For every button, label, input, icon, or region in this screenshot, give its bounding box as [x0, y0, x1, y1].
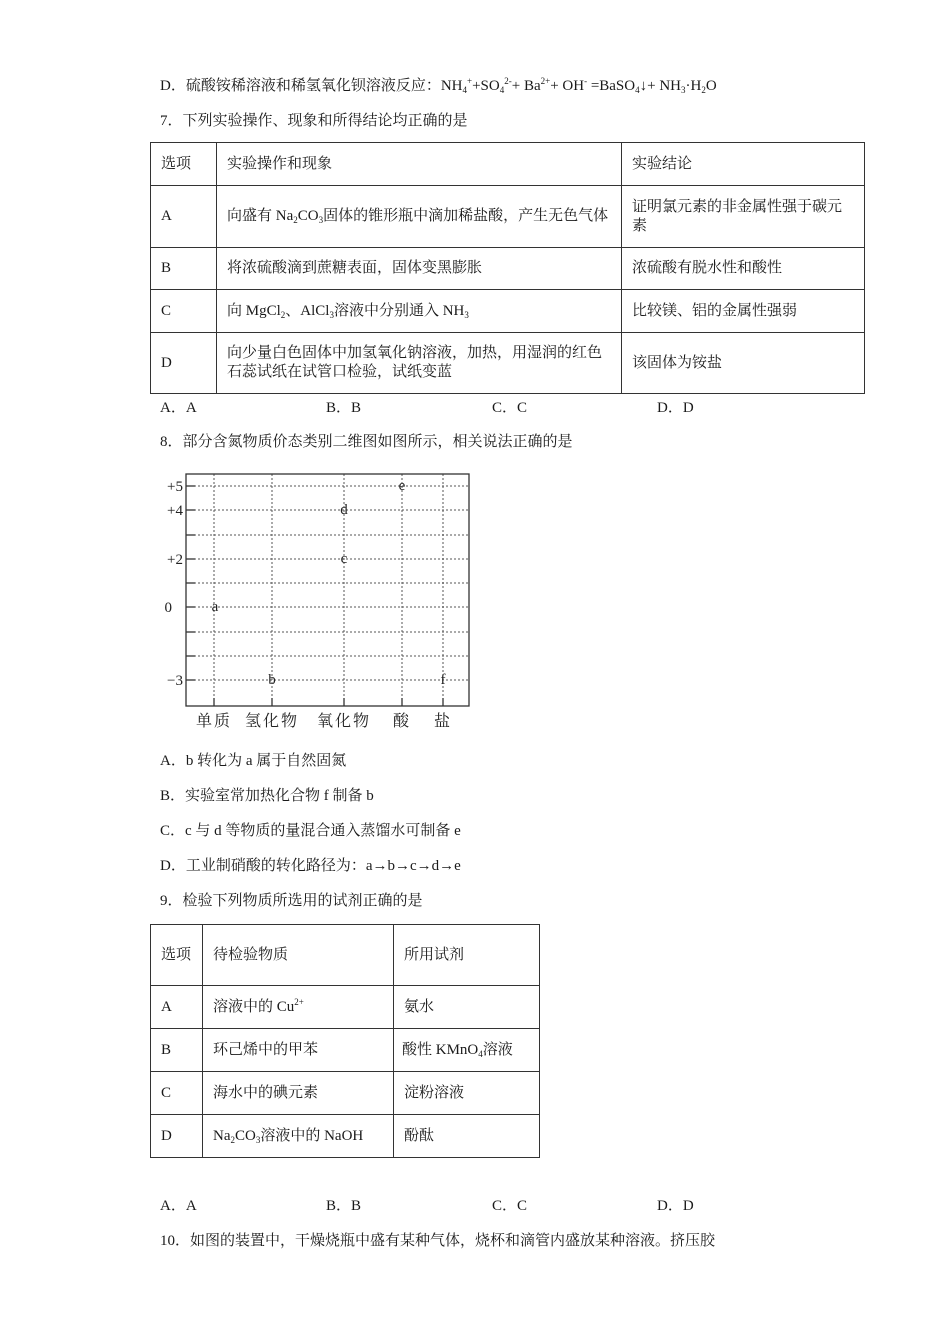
substance-cell: 溶液中的 $Cu^{2+}$: [203, 986, 394, 1029]
table-row: [151, 1115, 540, 1158]
substance-cell: 海水中的碘元素: [203, 1072, 394, 1115]
x-label-hydride: 氢化物: [244, 713, 300, 730]
q9-stem: 9．检验下列物质所选用的试剂正确的是: [160, 893, 423, 909]
option-cell: C: [151, 1072, 203, 1115]
x-ticks: [214, 698, 443, 706]
header-operation: 实验操作和现象: [217, 143, 622, 186]
q6-option-d: [160, 76, 717, 96]
option-cell: C: [151, 290, 217, 333]
option-cell: B: [151, 248, 217, 290]
header-reagent: 所用试剂: [394, 925, 540, 986]
option-cell: B: [151, 1029, 203, 1072]
operation-cell: 将浓硫酸滴到蔗糖表面，固体变黑膨胀: [217, 248, 622, 290]
option-cell: D: [151, 1115, 203, 1158]
conclusion-cell: 该固体为铵盐: [622, 333, 865, 394]
y-label-plus5: +5: [167, 479, 183, 495]
table-row: [151, 986, 540, 1029]
q6-option-d-text: D．硫酸铵稀溶液和稀氢氧化钡溶液反应：: [160, 78, 441, 94]
x-label-acid: 酸: [392, 713, 412, 730]
point-d: d: [340, 502, 348, 518]
y-tick-labels: [165, 479, 184, 689]
point-a: a: [211, 599, 219, 615]
reagent-cell: 酸性 KMnO$_4$溶液: [394, 1029, 540, 1072]
nitrogen-valence-chart: [150, 466, 480, 736]
choice-c[interactable]: C．C: [492, 1198, 528, 1214]
header-substance: 待检验物质: [203, 925, 394, 986]
x-label-element: 单质: [195, 713, 233, 730]
q7-table: [150, 142, 865, 394]
option-cell: A: [151, 986, 203, 1029]
table-row: [151, 186, 865, 248]
table-row: [151, 248, 865, 290]
substance-cell: 环己烯中的甲苯: [203, 1029, 394, 1072]
table-header-row: [151, 143, 865, 186]
y-label-zero: 0: [164, 600, 172, 616]
operation-cell: 向 MgCl$_2$、AlCl$_3$溶液中分别通入 $NH_3$: [217, 290, 622, 333]
choice-a[interactable]: A．A: [160, 1198, 197, 1214]
choice-d[interactable]: D．D: [657, 400, 694, 416]
reagent-cell: 氨水: [394, 986, 540, 1029]
header-option: 选项: [151, 143, 217, 186]
point-c: c: [340, 551, 348, 567]
conclusion-cell: 比较镁、铝的金属性强弱: [622, 290, 865, 333]
substance-cell: $Na_2CO_3$溶液中的 NaOH: [203, 1115, 394, 1158]
choice-b[interactable]: B．B: [326, 1198, 362, 1214]
table-row: [151, 1072, 540, 1115]
y-label-minus3: −3: [167, 673, 183, 689]
chart-frame: [186, 474, 469, 706]
y-ticks: [186, 486, 195, 680]
point-e: e: [398, 478, 406, 494]
q8-option-a[interactable]: A．b 转化为 a 属于自然固氮: [160, 753, 347, 769]
q8-option-d[interactable]: D．工业制硝酸的转化路径为：a→b→c→d→e: [160, 858, 461, 874]
operation-cell: 向少量白色固体中加氢氧化钠溶液，加热，用湿润的红色石蕊试纸在试管口检验，试纸变蓝: [217, 333, 622, 394]
q9-choices: [160, 1196, 860, 1216]
conclusion-cell: 证明氯元素的非金属性强于碳元素: [622, 186, 865, 248]
q6-option-d-equation: $NH_4^++SO_4^{2-}+ Ba^{2+}+ OH^-$ =BaSO$_4$↓+ $NH_3\cdot H_2O$: [440, 76, 717, 95]
x-category-labels: [196, 711, 452, 730]
q10-stem: 10．如图的装置中，干燥烧瓶中盛有某种气体，烧杯和滴管内盛放某种溶液。挤压胶: [160, 1233, 716, 1249]
header-option: 选项: [151, 925, 203, 986]
q8-option-c[interactable]: C．c 与 d 等物质的量混合通入蒸馏水可制备 e: [160, 823, 461, 839]
reagent-cell: 淀粉溶液: [394, 1072, 540, 1115]
q8-stem: 8．部分含氮物质价态类别二维图如图所示，相关说法正确的是: [160, 434, 573, 450]
header-conclusion: 实验结论: [622, 143, 865, 186]
conclusion-cell: 浓硫酸有脱水性和酸性: [622, 248, 865, 290]
table-row: [151, 1029, 540, 1072]
table-header-row: [151, 925, 540, 986]
point-b: b: [268, 672, 276, 688]
choice-c[interactable]: C．C: [492, 400, 528, 416]
table-row: [151, 290, 865, 333]
q9-table: [150, 924, 540, 1158]
reagent-cell: 酚酞: [394, 1115, 540, 1158]
choice-a[interactable]: A．A: [160, 400, 197, 416]
table-row: [151, 333, 865, 394]
option-cell: D: [151, 333, 217, 394]
point-f: f: [440, 672, 446, 688]
x-label-oxide: 氧化物: [316, 713, 372, 730]
q7-stem: 7．下列实验操作、现象和所得结论均正确的是: [160, 113, 468, 129]
option-cell: A: [151, 186, 217, 248]
x-label-salt: 盐: [433, 713, 453, 730]
q7-choices: [160, 398, 860, 418]
choice-b[interactable]: B．B: [326, 400, 362, 416]
y-label-plus4: +4: [167, 503, 183, 519]
y-label-plus2: +2: [167, 552, 183, 568]
operation-cell: 向盛有 $Na_2CO_3$固体的锥形瓶中滴加稀盐酸，产生无色气体: [217, 186, 622, 248]
q8-option-b[interactable]: B．实验室常加热化合物 f 制备 b: [160, 788, 374, 804]
choice-d[interactable]: D．D: [657, 1198, 694, 1214]
chart-grid: [186, 474, 469, 706]
